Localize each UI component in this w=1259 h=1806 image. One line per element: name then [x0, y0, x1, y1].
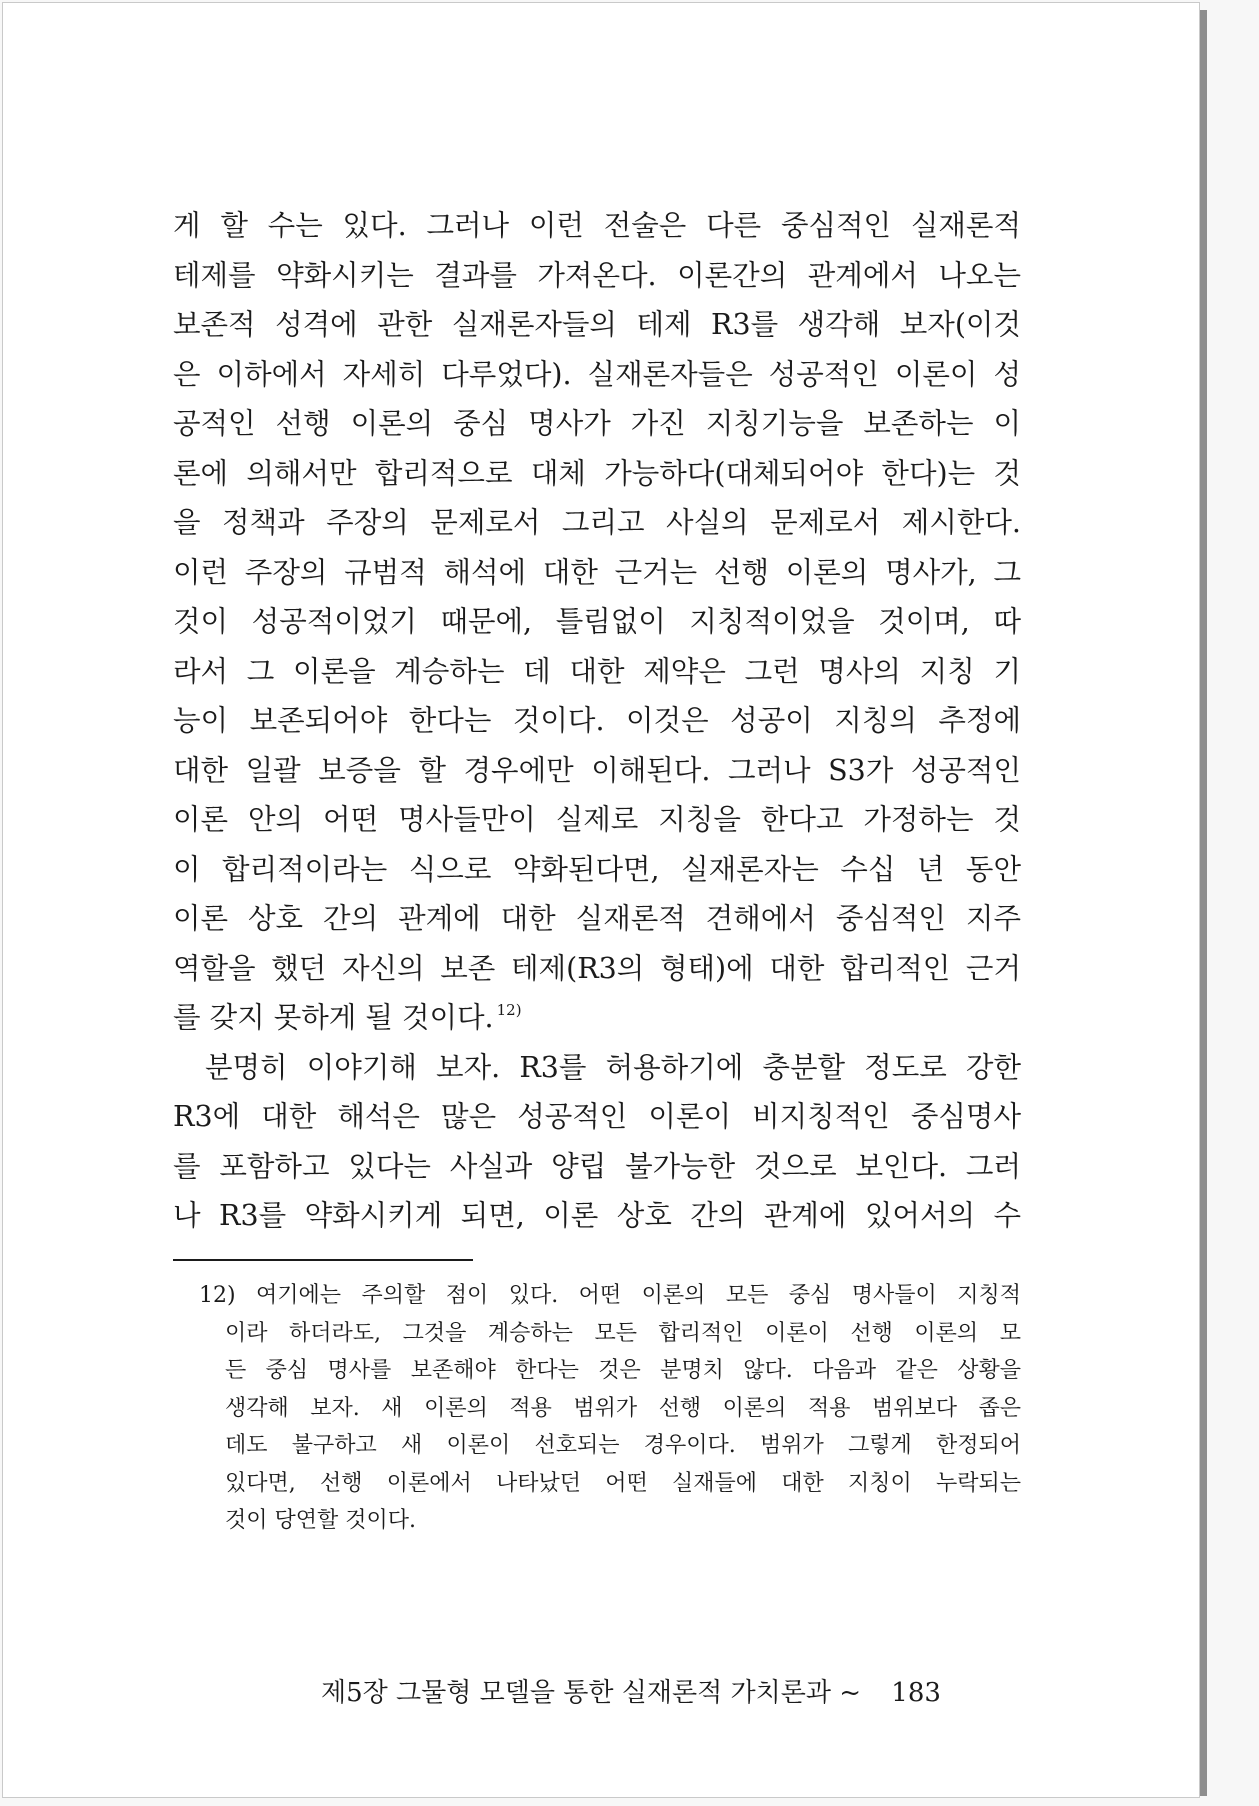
footnote-line: 것이 당연할 것이다. [225, 1508, 416, 1533]
text-line: 을 정책과 주장의 문제로서 그리고 사실의 문제로서 제시한다. [173, 506, 1021, 539]
text-line: 은 이하에서 자세히 다루었다). 실재론자들은 성공적인 이론이 성 [173, 357, 1021, 391]
book-page [2, 2, 1200, 1798]
footnote-line: 있다면, 선행 이론에서 나타났던 어떤 실재들에 대한 지칭이 누락되는 [225, 1470, 1021, 1496]
text-line: 이 합리적이라는 식으로 약화된다면, 실재론자는 수십 년 동안 [173, 852, 1021, 886]
footnote-line: 이라 하더라도, 그것을 계승하는 모든 합리적인 이론이 선행 이론의 모 [225, 1320, 1021, 1346]
text-line: 나 R3를 약화시키게 되면, 이론 상호 간의 관계에 있어서의 수 [173, 1199, 1021, 1232]
text-line: 테제를 약화시키는 결과를 가져온다. 이론간의 관계에서 나오는 [173, 258, 1021, 292]
text-line: 대한 일괄 보증을 할 경우에만 이해된다. 그러나 S3가 성공적인 [173, 753, 1021, 787]
footnote-line: 생각해 보자. 새 이론의 적용 범위가 선행 이론의 적용 범위보다 좁은 [225, 1395, 1021, 1421]
page-number: 183 [891, 1678, 941, 1708]
chapter-title: 제5장 그물형 모델을 통한 실재론적 가치론과 ~ [321, 1678, 862, 1708]
body-text [173, 201, 1021, 1241]
text-line: 것이 성공적이었기 때문에, 틀림없이 지칭적이었을 것이며, 따 [173, 605, 1021, 638]
text-line-content: 를 갖지 못하게 될 것이다. [173, 1001, 494, 1034]
text-line: 이론 안의 어떤 명사들만이 실제로 지칭을 한다고 가정하는 것 [173, 803, 1021, 836]
text-line: 역할을 했던 자신의 보존 테제(R3의 형태)에 대한 합리적인 근거 [173, 951, 1021, 985]
text-line: 게 할 수는 있다. 그러나 이런 전술은 다른 중심적인 실재론적 [173, 209, 1021, 242]
footnote-line: 데도 불구하고 새 이론이 선호되는 경우이다. 범위가 그렇게 한정되어 [225, 1433, 1021, 1458]
text-line-with-footnote-ref [173, 993, 1021, 1043]
footnote-line: 12) 여기에는 주의할 점이 있다. 어떤 이론의 모든 중심 명사들이 지칭적 [199, 1283, 1021, 1308]
footnote-reference: 12) [496, 1001, 522, 1019]
text-line: 라서 그 이론을 계승하는 데 대한 제약은 그런 명사의 지칭 기 [173, 654, 1021, 688]
text-line: 론에 의해서만 합리적으로 대체 가능하다(대체되어야 한다)는 것 [173, 456, 1021, 490]
text-line: 보존적 성격에 관한 실재론자들의 테제 R3를 생각해 보자(이것 [173, 308, 1021, 341]
footnote-divider [173, 1259, 473, 1261]
running-footer [321, 1673, 1021, 1713]
text-line: 능이 보존되어야 한다는 것이다. 이것은 성공이 지칭의 추정에 [173, 704, 1021, 737]
text-line: 이론 상호 간의 관계에 대한 실재론적 견해에서 중심적인 지주 [173, 902, 1021, 935]
text-line: 이런 주장의 규범적 해석에 대한 근거는 선행 이론의 명사가, 그 [173, 555, 1021, 589]
paragraph-first-line: 분명히 이야기해 보자. R3를 허용하기에 충분할 정도로 강한 [205, 1050, 1021, 1084]
text-line: 를 포함하고 있다는 사실과 양립 불가능한 것으로 보인다. 그러 [173, 1149, 1021, 1183]
text-line: 공적인 선행 이론의 중심 명사가 가진 지칭기능을 보존하는 이 [173, 407, 1021, 440]
footnote [199, 1277, 1021, 1540]
text-line: R3에 대한 해석은 많은 성공적인 이론이 비지칭적인 중심명사 [173, 1100, 1021, 1133]
footnote-line: 든 중심 명사를 보존해야 한다는 것은 분명치 않다. 다음과 같은 상황을 [225, 1358, 1021, 1383]
